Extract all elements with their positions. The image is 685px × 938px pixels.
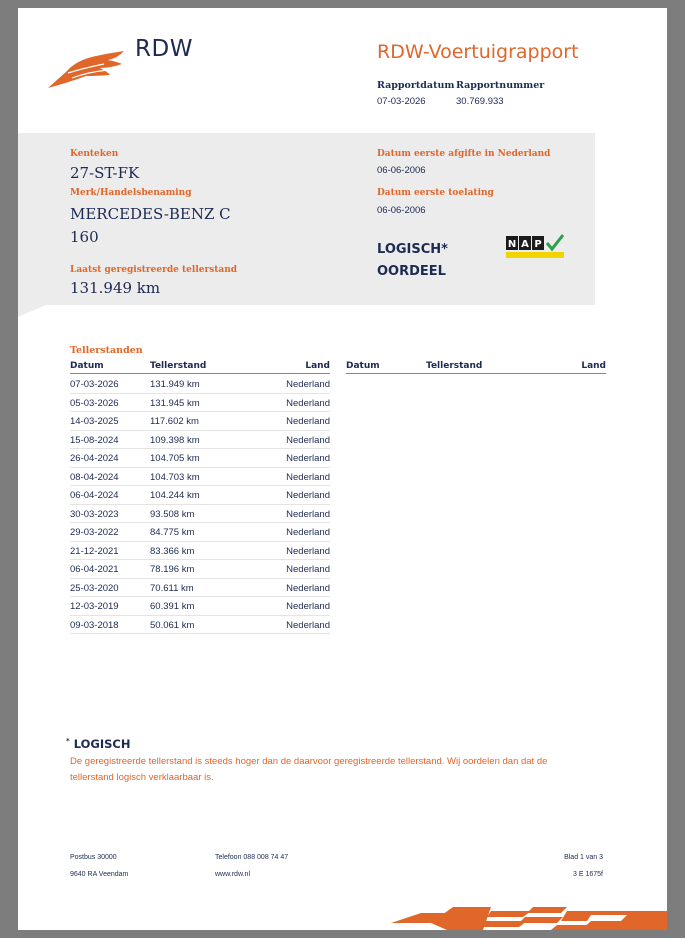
row-tellerstand: 131.949 km <box>150 379 200 390</box>
row-land: Nederland <box>286 397 330 409</box>
row-land: Nederland <box>286 527 330 538</box>
header-datum-right: Datum <box>346 361 380 371</box>
toelating-label: Datum eerste toelating <box>377 188 494 198</box>
header-tellerstand-right: Tellerstand <box>426 361 483 371</box>
row-datum: 08-04-2024 <box>70 471 119 483</box>
row-land: Nederland <box>286 619 330 631</box>
row-tellerstand: 83.366 km <box>150 545 195 557</box>
header-datum: Datum <box>70 361 104 371</box>
check-icon <box>547 235 563 249</box>
tellerstanden-title: Tellerstanden <box>70 345 143 356</box>
oordeel-line1: LOGISCH* <box>377 242 448 257</box>
header-land-right: Land <box>581 361 606 371</box>
row-datum: 14-03-2025 <box>70 416 119 427</box>
row-tellerstand: 109.398 km <box>150 434 200 446</box>
header-land: Land <box>305 361 330 371</box>
rdw-stripes-graphic <box>391 903 667 930</box>
rdw-logo <box>48 48 128 90</box>
afgifte-label: Datum eerste afgifte in Nederland <box>377 149 551 159</box>
footer-phone: Telefoon 088 008 74 47 <box>215 854 289 861</box>
row-datum: 15-08-2024 <box>70 434 119 446</box>
row-tellerstand: 60.391 km <box>150 601 195 612</box>
row-datum: 09-03-2018 <box>70 619 119 631</box>
row-datum: 06-04-2024 <box>70 490 119 501</box>
report-date-label: Rapportdatum <box>377 80 455 91</box>
table-row <box>70 542 330 561</box>
table-header-right <box>346 360 606 374</box>
row-land: Nederland <box>286 582 330 594</box>
merk-label: Merk/Handelsbenaming <box>70 188 192 198</box>
row-land: Nederland <box>286 379 330 390</box>
table-row <box>70 375 330 394</box>
kenteken-value: 27-ST-FK <box>70 164 140 182</box>
footer-website[interactable]: www.rdw.nl <box>215 871 251 878</box>
oordeel-line2: OORDEEL <box>377 264 446 279</box>
table-row <box>70 597 330 616</box>
nap-logo <box>506 234 564 258</box>
table-header-left <box>70 360 330 374</box>
row-land: Nederland <box>286 490 330 501</box>
report-number: 30.769.933 <box>456 96 504 107</box>
row-tellerstand: 93.508 km <box>150 508 195 520</box>
row-land: Nederland <box>286 416 330 427</box>
brand-name: RDW <box>135 36 193 62</box>
row-tellerstand: 117.602 km <box>150 416 199 427</box>
oordeel <box>377 239 507 283</box>
row-land: Nederland <box>286 508 330 520</box>
row-datum: 30-03-2023 <box>70 508 119 520</box>
kenteken-label: Kenteken <box>70 149 119 159</box>
row-tellerstand: 104.244 km <box>150 490 200 501</box>
row-datum: 05-03-2026 <box>70 397 119 409</box>
row-datum: 07-03-2026 <box>70 379 119 390</box>
note-marker: * <box>66 737 70 746</box>
teller-label: Laatst geregistreerde tellerstand <box>70 265 238 275</box>
report-title: RDW-Voertuigrapport <box>377 41 579 63</box>
row-datum: 06-04-2021 <box>70 564 119 575</box>
note-title <box>66 737 130 751</box>
toelating-value: 06-06-2006 <box>377 205 426 216</box>
row-land: Nederland <box>286 471 330 483</box>
nap-letter-n: N <box>507 239 517 250</box>
footer-code: 3 E 1675f <box>573 871 603 878</box>
row-tellerstand: 78.196 km <box>150 564 195 575</box>
row-tellerstand: 70.611 km <box>150 582 194 594</box>
footer-postbus: Postbus 30000 <box>70 854 117 861</box>
row-datum: 25-03-2020 <box>70 582 119 594</box>
table-row <box>70 412 330 431</box>
row-tellerstand: 50.061 km <box>150 619 195 631</box>
table-row <box>70 486 330 505</box>
table-row <box>70 505 330 524</box>
row-land: Nederland <box>286 453 330 464</box>
row-land: Nederland <box>286 545 330 557</box>
nap-letter-p: P <box>534 239 542 250</box>
row-tellerstand: 84.775 km <box>150 527 195 538</box>
note-title-text: LOGISCH <box>73 737 131 751</box>
afgifte-value: 06-06-2006 <box>377 165 426 176</box>
merk-value-line1: MERCEDES-BENZ C <box>70 205 231 223</box>
table-row <box>70 394 330 413</box>
table-row <box>70 523 330 542</box>
footer-address: 9640 RA Veendam <box>70 871 129 878</box>
row-tellerstand: 104.703 km <box>150 471 200 483</box>
header-tellerstand: Tellerstand <box>150 361 207 371</box>
tellerstanden-table <box>70 375 330 634</box>
row-tellerstand: 131.945 km <box>150 397 200 409</box>
report-number-label: Rapportnummer <box>456 80 545 91</box>
note-text: De geregistreerde tellerstand is steeds hoger dan de daarvoor geregistreerde tellerstand. Wij oordelen dan dat de tellerstand logisch verklaarbaar is. <box>70 756 548 783</box>
row-datum: 21-12-2021 <box>70 545 119 557</box>
table-row <box>70 560 330 579</box>
table-row <box>70 431 330 450</box>
table-row <box>70 616 330 635</box>
row-datum: 12-03-2019 <box>70 601 119 612</box>
footer-page: Blad 1 van 3 <box>564 854 603 861</box>
panel-tail <box>18 305 46 317</box>
row-tellerstand: 104.705 km <box>150 453 200 464</box>
report-date: 07-03-2026 <box>377 96 426 107</box>
report-page <box>18 8 667 930</box>
row-land: Nederland <box>286 434 330 446</box>
table-row <box>70 449 330 468</box>
nap-letter-a: A <box>521 239 529 250</box>
table-row <box>70 468 330 487</box>
row-datum: 29-03-2022 <box>70 527 119 538</box>
table-row <box>70 579 330 598</box>
merk-value-line2: 160 <box>70 228 99 246</box>
teller-value: 131.949 km <box>70 279 161 297</box>
row-land: Nederland <box>286 564 330 575</box>
row-datum: 26-04-2024 <box>70 453 119 464</box>
row-land: Nederland <box>286 601 330 612</box>
